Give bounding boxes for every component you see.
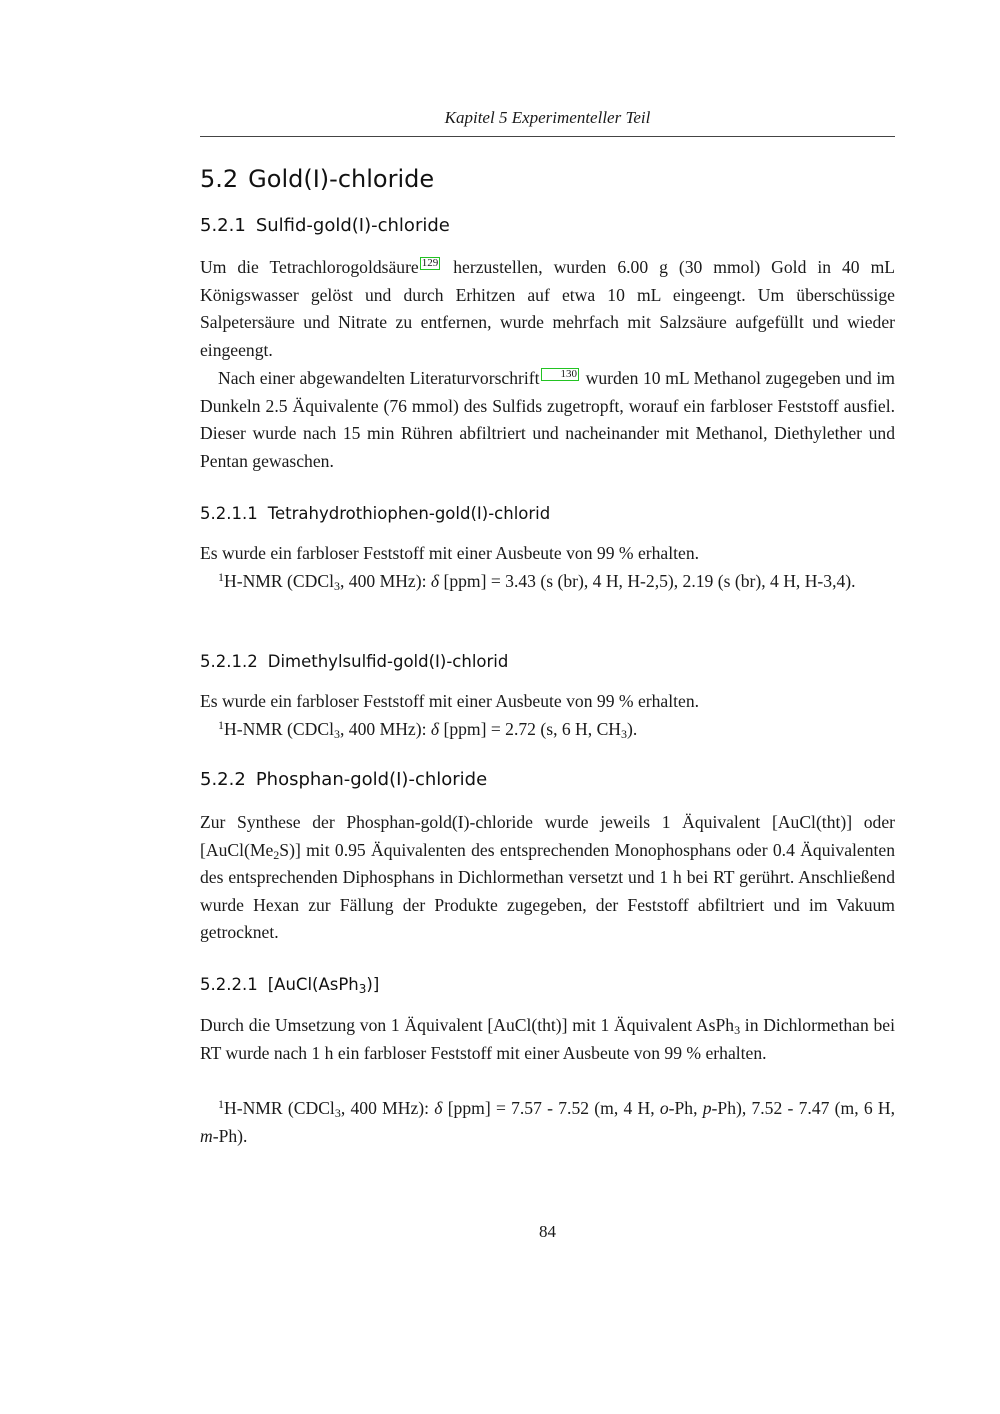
text-span: H-NMR (CDCl xyxy=(224,1098,335,1118)
text-span: herzustellen, wurden 6.00 g (30 mmol) Gold in 40 mL Königswasser gelöst und durch Erhitzen auf etwa 10 mL eingeengt. Um überschüssige Salpetersäure und Nitrate zu entfernen, wurde mehrfach mit Salzsäure aufgefüllt und wieder eingeengt. xyxy=(200,257,895,360)
subscript: 3 xyxy=(333,579,340,593)
subscript: 3 xyxy=(621,727,628,741)
nmr-data xyxy=(200,1095,895,1150)
subscript: 3 xyxy=(334,1106,341,1120)
subsection-number: 5.2.1 xyxy=(200,215,246,236)
text-span: -Ph, xyxy=(668,1098,703,1118)
text-span: [ppm] = 2.72 (s, 6 H, CH xyxy=(439,719,622,739)
subsection-title: Sulfid-gold(I)-chloride xyxy=(255,215,450,236)
delta-symbol: δ xyxy=(430,719,440,739)
subsection-heading-5-2-2 xyxy=(200,769,487,790)
italic-meta: m xyxy=(200,1125,213,1146)
italic-para: p xyxy=(702,1098,712,1118)
text-span: [ppm] = 3.43 (s (br), 4 H, H-2,5), 2.19 (s (br), 4 H, H-3,4). xyxy=(439,571,856,591)
text-span: Um die Tetrachlorogoldsäure xyxy=(200,257,419,277)
subsubsection-heading-5-2-1-2 xyxy=(200,652,508,671)
paragraph-phosphan-synthese xyxy=(200,809,895,947)
running-head: Kapitel 5 Experimenteller Teil xyxy=(444,108,651,127)
header-rule xyxy=(200,136,895,137)
superscript: 1 xyxy=(218,570,224,584)
section-heading-5-2 xyxy=(200,165,434,193)
section-number: 5.2 xyxy=(200,165,239,193)
yield-text: Es wurde ein farbloser Feststoff mit einer Ausbeute von 99 % erhalten. xyxy=(200,691,700,711)
text-span: , 400 MHz): xyxy=(339,571,431,591)
subsubsection-heading-5-2-2-1 xyxy=(200,975,379,994)
subsubsection-number: 5.2.2.1 xyxy=(200,975,258,994)
text-span: Durch die Umsetzung von 1 Äquivalent [AuCl(tht)] mit 1 Äquivalent AsPh xyxy=(200,1015,735,1035)
text-span: Nach einer abgewandelten Literaturvorschrift xyxy=(218,368,540,388)
subsection-number: 5.2.2 xyxy=(200,769,246,790)
text-span: H-NMR (CDCl xyxy=(224,571,334,591)
text-span: -Ph). xyxy=(212,1125,248,1146)
subsubsection-title: Dimethylsulfid-gold(I)-chlorid xyxy=(267,652,509,671)
nmr-data xyxy=(200,568,895,596)
citation-link-130[interactable]: 130 xyxy=(541,368,580,381)
text-span: wurden 10 mL Methanol zugegeben und im Dunkeln 2.5 Äquivalente (76 mmol) des Sulfids zugetropft, worauf ein farbloser Feststoff ausfiel. Dieser wurde nach 15 min Rühren abfiltriert und nacheinander mit Methanol, Diethylether und Pentan gewaschen. xyxy=(200,368,895,471)
superscript: 1 xyxy=(218,1097,224,1111)
delta-symbol: δ xyxy=(434,1098,443,1118)
subsubsection-title xyxy=(268,975,380,994)
subsubsection-number: 5.2.1.1 xyxy=(200,504,258,523)
subsection-heading-5-2-1 xyxy=(200,215,450,236)
text-span: S)] mit 0.95 Äquivalenten des entsprechenden Monophosphans oder 0.4 Äquivalenten des entsprechenden Diphosphans in Dichlormethan versetzt und 1 h bei RT gerührt. Anschließend wurde Hexan zur Fällung der Produkte zugegeben, der Feststoff abfiltriert und im Vakuum getrocknet. xyxy=(200,839,895,943)
subsubsection-title: Tetrahydrothiophen-gold(I)-chlorid xyxy=(267,504,551,523)
text-span: Zur Synthese der Phosphan-gold(I)-chloride wurde jeweils 1 Äquivalent [AuCl(tht)] oder [AuCl(Me xyxy=(200,812,895,860)
text-span: , 400 MHz): xyxy=(339,719,431,739)
paragraph-tetrachlorogoldsaeure xyxy=(200,254,895,364)
text-span: )] xyxy=(366,975,380,994)
italic-ortho: o xyxy=(659,1098,669,1118)
subscript: 3 xyxy=(734,1023,741,1037)
citation-link-129[interactable]: 129 xyxy=(421,257,439,269)
subsubsection-heading-5-2-1-1 xyxy=(200,504,550,523)
text-span: [AuCl(AsPh xyxy=(267,975,359,994)
text-span: in Dichlormethan bei RT wurde nach 1 h ein farbloser Feststoff mit einer Ausbeute von 99 % erhalten. xyxy=(200,1015,895,1063)
delta-symbol: δ xyxy=(430,571,440,591)
subsubsection-number: 5.2.1.2 xyxy=(200,652,258,671)
yield-text: Es wurde ein farbloser Feststoff mit einer Ausbeute von 99 % erhalten. xyxy=(200,543,700,563)
subscript: 2 xyxy=(273,847,280,862)
text-span: ). xyxy=(627,719,638,739)
superscript: 1 xyxy=(218,718,224,732)
nmr-data xyxy=(200,716,895,744)
text-span: [ppm] = 7.57 - 7.52 (m, 4 H, xyxy=(442,1098,660,1118)
text-span: , 400 MHz): xyxy=(340,1098,435,1118)
section-title: Gold(I)-chloride xyxy=(248,165,435,193)
subscript: 3 xyxy=(333,727,340,741)
text-span: H-NMR (CDCl xyxy=(224,719,334,739)
subsection-title: Phosphan-gold(I)-chloride xyxy=(255,769,488,790)
subscript: 3 xyxy=(358,982,367,996)
paragraph-aucl-asph3 xyxy=(200,1012,895,1067)
paragraph-literaturvorschrift xyxy=(200,365,895,475)
page-number: 84 xyxy=(539,1222,556,1241)
text-span: -Ph), 7.52 - 7.47 (m, 6 H, xyxy=(711,1098,895,1118)
